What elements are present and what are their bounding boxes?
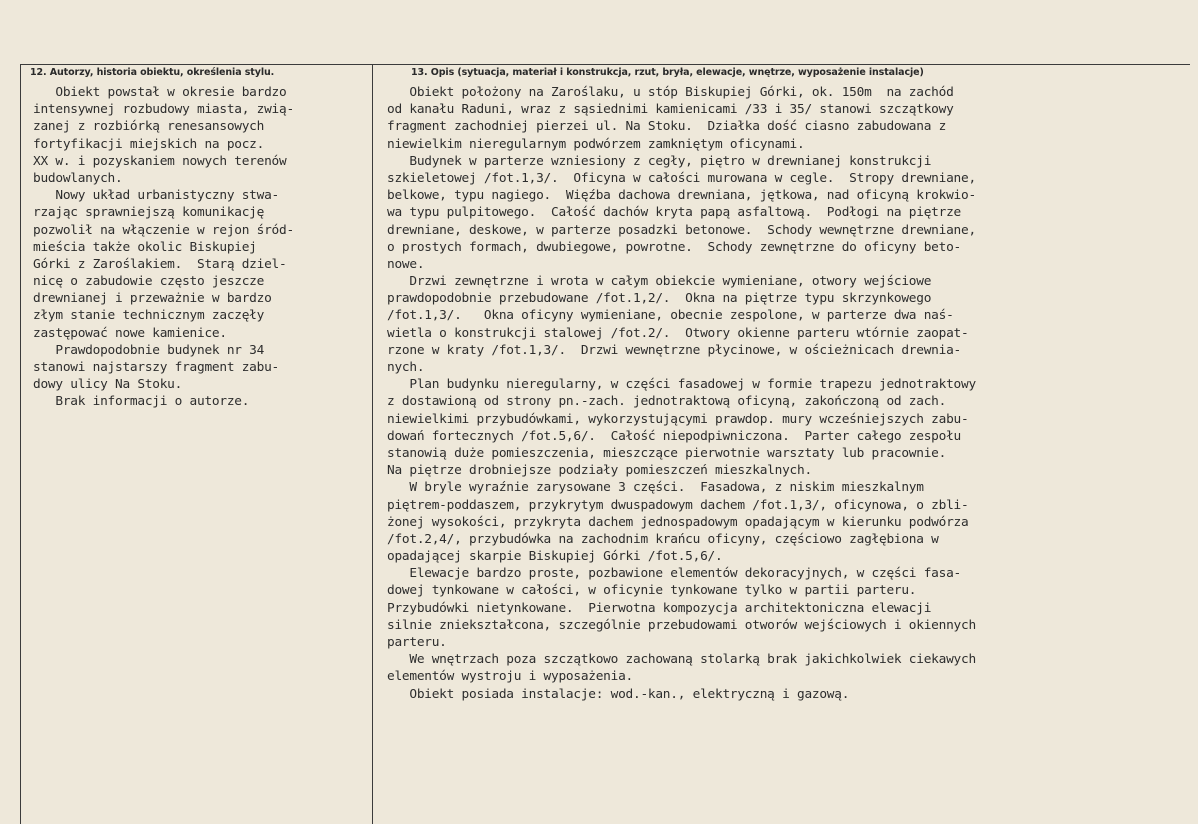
top-rule [20,64,1190,65]
left-border-rule [20,64,21,824]
section-12-line: Brak informacji o autorze. [33,394,250,410]
column-divider [372,64,373,824]
section-12-line: Nowy układ urbanistyczny stwa- [33,188,279,204]
section-13-line: silnie zniekształcona, szczególnie przebudowami otworów wejściowych i okiennych [387,617,976,633]
section-13-line: szkieletowej /fot.1,3/. Oficyna w całości murowana w cegle. Stropy drewniane, [387,170,976,186]
section-12-line: fortyfikacji miejskich na pocz. [33,136,265,152]
section-13-line: nowe. [387,256,425,272]
section-13-line: Elewacje bardzo proste, pozbawione elementów dekoracyjnych, w części fasa- [387,566,961,582]
section-12-line: rzając sprawniejszą komunikację [33,205,265,221]
section-13-line: elementów wystroju i wyposażenia. [387,669,633,685]
section-13-line: dowań fortecznych /fot.5,6/. Całość niepodpiwniczona. Parter całego zespołu [387,428,961,444]
section-13-line: niewielkim nieregularnym podwórzem zamkniętym oficynami. [387,136,805,152]
section-12-line: złym stanie technicznym zaczęły [33,308,265,324]
section-12-line: dowy ulicy Na Stoku. [33,377,183,393]
section-12-line: stanowi najstarszy fragment zabu- [33,360,279,375]
section-13-text [387,84,1187,703]
section-13-line: od kanału Raduni, wraz z sąsiednimi kamienicami /33 i 35/ stanowi szczątkowy [387,102,954,118]
section-12-line: drewnianej i przeważnie w bardzo [33,291,272,307]
section-12-line: mieścia także okolic Biskupiej [33,239,257,255]
section-13-line: fragment zachodniej pierzei ul. Na Stoku. Działka dość ciasno zabudowana z [387,119,947,135]
section-13-line: belkowe, typu nagiego. Więźba dachowa drewniana, jętkowa, nad oficyną krokwio- [387,188,976,204]
section-13-line: nych. [387,360,425,375]
section-13-line: niewielkimi przybudówkami, wykorzystującymi prawdop. mury wcześniejszych zabu- [387,411,969,427]
section-13-line: drewniane, deskowe, w parterze posadzki betonowe. Schody wewnętrzne drewniane, [387,222,976,238]
section-13-line: Na piętrze drobniejsze podziały pomieszczeń mieszkalnych. [387,463,812,479]
section-12-line: nicę o zabudowie często jeszcze [33,274,265,290]
section-13-line: Przybudówki nietynkowane. Pierwotna kompozycja architektoniczna elewacji [387,600,932,616]
section-12-line: intensywnej rozbudowy miasta, zwią- [33,102,294,118]
section-13-line: parteru. [387,635,447,650]
section-12-line: zanej z rozbiórką renesansowych [33,119,265,135]
section-12-text [33,84,365,411]
section-13-line: piętrem-poddaszem, przykrytym dwuspadowym dachem /fot.1,3/, oficynowa, o zbli- [387,497,969,513]
section-13-line: prawdopodobnie przebudowane /fot.1,2/. Okna na piętrze typu skrzynkowego [387,291,932,307]
section-13-line: Plan budynku nieregularny, w części fasadowej w formie trapezu jednotraktowy [387,377,976,393]
section-13-line: wa typu pulpitowego. Całość dachów kryta papą asfaltową. Podłogi na piętrze [387,205,961,221]
section-13-line: Obiekt posiada instalacje: wod.-kan., elektryczną i gazową. [387,686,850,702]
section-12-line: Obiekt powstał w okresie bardzo [33,85,287,100]
section-13-line: żonej wysokości, przykryta dachem jednospadowym opadającym w kierunku podwórza [387,514,969,530]
section-12-line: zastępować nowe kamienice. [33,325,227,341]
section-13-line: We wnętrzach poza szczątkowo zachowaną stolarką brak jakichkolwiek ciekawych [387,652,976,668]
section-13-line: stanowią duże pomieszczenia, mieszczące pierwotnie warsztaty lub pracownie. [387,445,947,461]
section-12-line: Prawdopodobnie budynek nr 34 [33,342,265,358]
section-13-line: wietla o konstrukcji stalowej /fot.2/. Otwory okienne parteru wtórnie zaopat- [387,325,969,341]
section-13-line: z dostawioną od strony pn.-zach. jednotraktową oficyną, zakończoną od zach. [387,394,947,410]
section-12-line: XX w. i pozyskaniem nowych terenów [33,153,287,169]
section-13-line: /fot.1,3/. Okna oficyny wymieniane, obecnie zespolone, w parterze dwa naś- [387,308,954,324]
section-13-line: /fot.2,4/, przybudówka na zachodnim krańcu oficyny, częściowo zagłębiona w [387,531,939,547]
section-12-heading: 12. Autorzy, historia obiektu, określenia stylu. [30,67,275,78]
section-13-heading: 13. Opis (sytuacja, materiał i konstrukcja, rzut, bryła, elewacje, wnętrze, wyposażenie instalacje) [411,67,924,78]
section-13-line: Obiekt położony na Zaroślaku, u stóp Biskupiej Górki, ok. 150m na zachód [387,85,954,100]
section-13-line: o prostych formach, dwubiegowe, powrotne. Schody zewnętrzne do oficyny beto- [387,239,961,255]
section-12-line: pozwolił na włączenie w rejon śród- [33,222,294,238]
section-12-line: Górki z Zaroślakiem. Starą dziel- [33,256,287,272]
section-12-line: budowlanych. [33,170,123,186]
section-13-line: W bryle wyraźnie zarysowane 3 części. Fasadowa, z niskim mieszkalnym [387,480,924,496]
section-13-line: Drzwi zewnętrzne i wrota w całym obiekcie wymieniane, otwory wejściowe [387,274,932,290]
section-13-line: rzone w kraty /fot.1,3/. Drzwi wewnętrzne płycinowe, w ościeżnicach drewnia- [387,342,961,358]
section-13-line: opadającej skarpie Biskupiej Górki /fot.5,6/. [387,549,723,565]
section-13-line: dowej tynkowane w całości, w oficynie tynkowane tylko w partii parteru. [387,583,917,599]
section-13-line: Budynek w parterze wzniesiony z cegły, piętro w drewnianej konstrukcji [387,153,932,169]
